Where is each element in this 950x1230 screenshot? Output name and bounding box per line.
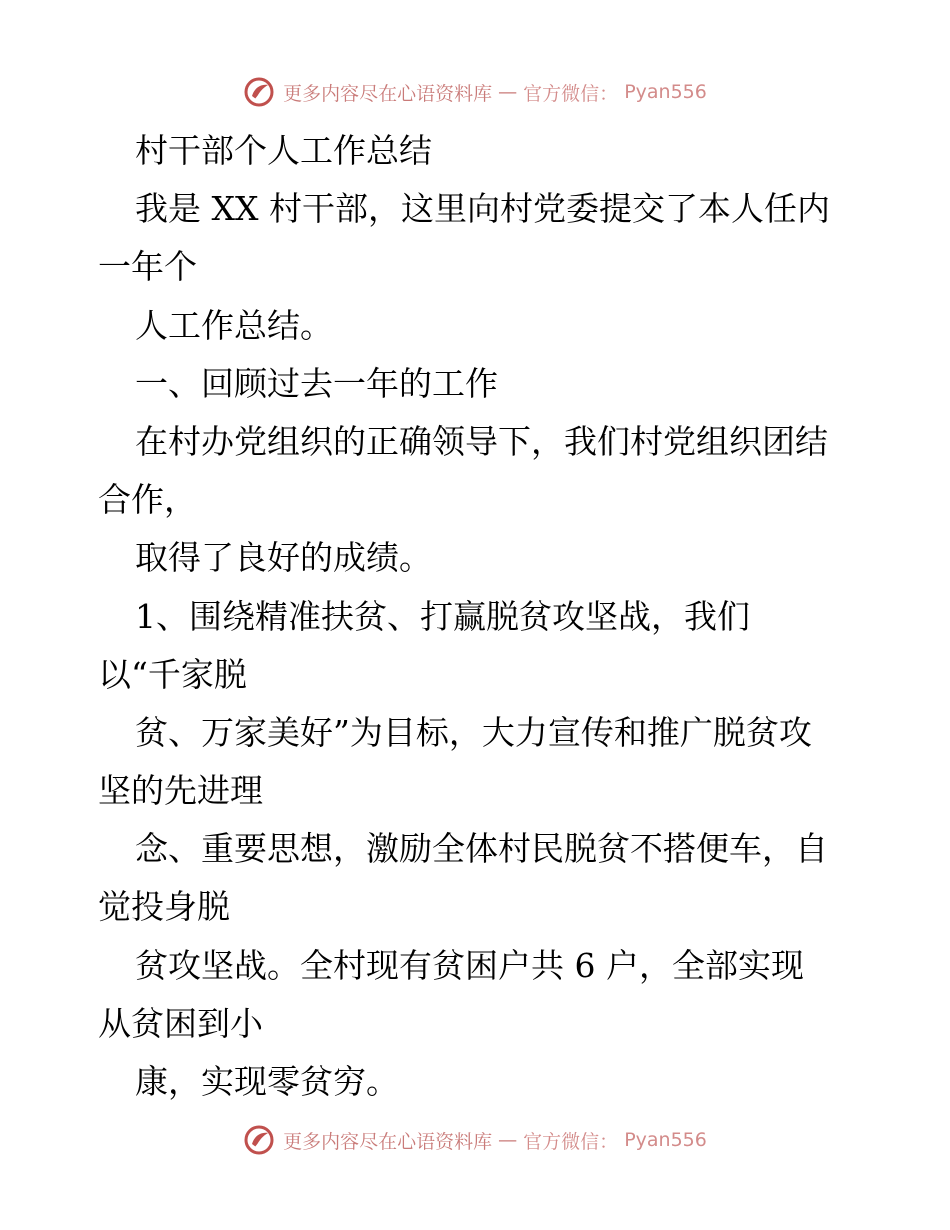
paragraph-line: 以“千家脱 [98,654,247,694]
paragraph-line: 合作， [98,480,197,520]
document-title: 村干部个人工作总结 [135,131,432,170]
paragraph-line: 取得了良好的成绩。 [135,538,432,578]
header-banner-main-text: 更多内容尽在心语资料库 [283,82,493,105]
brand-logo-icon [243,1124,275,1156]
paragraph-line: 康，实现零贫穷。 [135,1062,399,1101]
paragraph-line: 贫攻坚战。全村现有贫困户共 6 户，全部实现 [135,945,804,985]
paragraph-line: 一年个 [98,247,197,287]
paragraph-line: 人工作总结。 [135,305,333,345]
footer-watermark-banner [0,1120,950,1160]
footer-banner-wechat-label: 官方微信： [523,1130,619,1153]
footer-banner-separator: — [498,1129,518,1151]
document-body [98,122,858,1111]
brand-logo-icon [243,76,275,108]
paragraph-line: 念、重要思想，激励全体村民脱贫不搭便车，自 [135,829,828,869]
header-banner-separator: — [498,81,518,103]
paragraph-line: 坚的先进理 [98,771,263,811]
header-banner-wechat-id: Pyan556 [624,81,707,103]
paragraph-line: 在村办党组织的正确领导下，我们村党组织团结 [135,421,828,461]
paragraph-line: 我是 XX 村干部，这里向村党委提交了本人任内 [135,189,830,229]
paragraph-line: 贫、万家美好”为目标，大力宣传和推广脱贫攻 [135,712,812,752]
paragraph-line: 1、围绕精准扶贫、打赢脱贫攻坚战，我们 [135,596,750,636]
header-banner-wechat-label: 官方微信： [523,82,619,105]
footer-banner-main-text: 更多内容尽在心语资料库 [283,1130,493,1153]
footer-banner-wechat-id: Pyan556 [624,1129,707,1151]
paragraph-line: 觉投身脱 [98,887,230,927]
header-watermark-banner [0,72,950,112]
section-heading: 一、回顾过去一年的工作 [135,363,498,403]
paragraph-line: 从贫困到小 [98,1003,263,1043]
